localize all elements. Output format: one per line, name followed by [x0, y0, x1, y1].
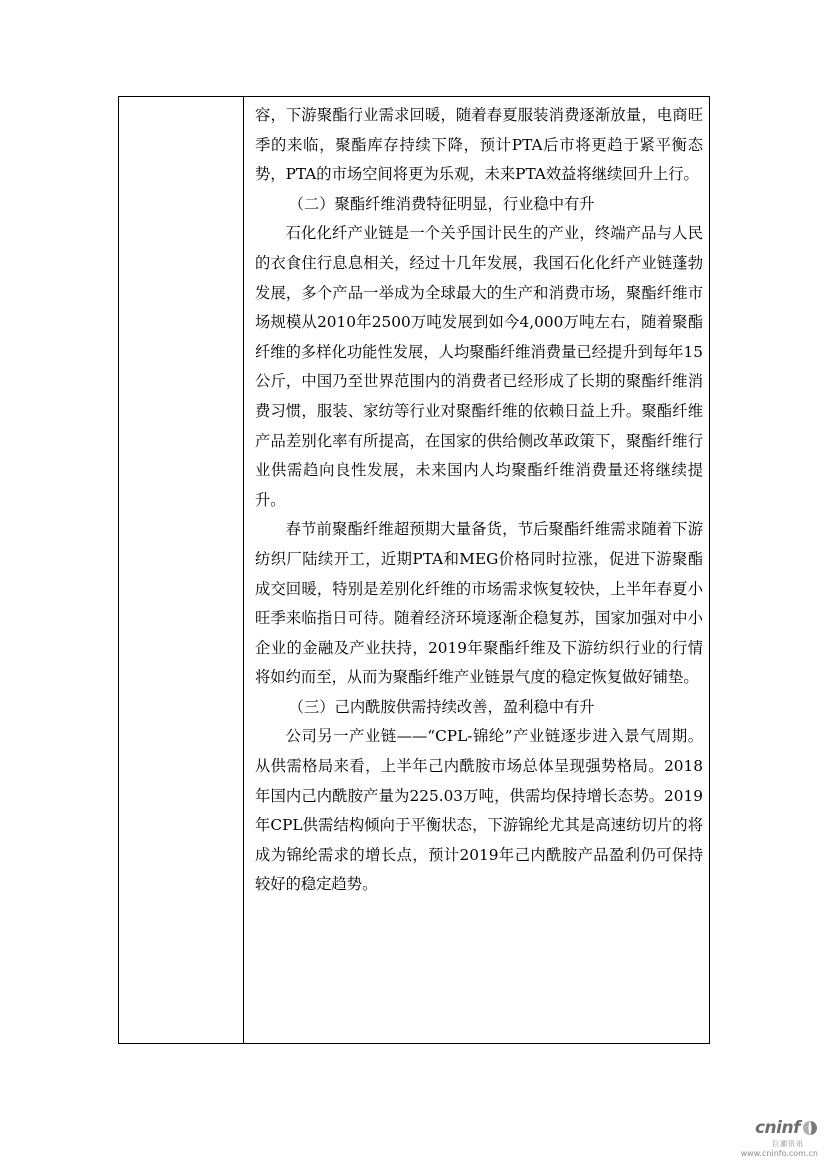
paragraph-polyester-market: 春节前聚酯纤维超预期大量备货，节后聚酯纤维需求随着下游纺织厂陆续开工，近期PTA和MEG价格同时拉涨，促进下游聚酯成交回暖，特别是差别化纤维的市场需求恢复较快，上半年春夏小旺季来临指日可待。随着经济环境逐渐企稳复苏，国家加强对中小企业的金融及产业扶持，2019年聚酯纤维及下游纺织行业的行情将如约而至，从而为聚酯纤维产业链景气度的稳定恢复做好铺垫。: [255, 520, 703, 687]
cninfo-logo-icon: [802, 1120, 818, 1136]
section-heading-2: （二）聚酯纤维消费特征明显，行业稳中有升: [288, 194, 595, 213]
column-divider: [243, 97, 244, 1043]
section-heading-3: （三）己内酰胺供需持续改善，盈利稳中有升: [288, 697, 595, 716]
paragraph-polyester-industry: 石化化纤产业链是一个关乎国计民生的产业，终端产品与人民的衣食住行息息相关，经过十几年发展，我国石化化纤产业链蓬勃发展，多个产品一举成为全球最大的生产和消费市场，聚酯纤维市场规模从2010年2500万吨发展到如今4,000万吨左右，随着聚酯纤维的多样化功能性发展，人均聚酯纤维消费量已经提升到每年15公斤，中国乃至世界范围内的消费者已经形成了长期的聚酯纤维消费习惯，服装、家纺等行业对聚酯纤维的依赖日益上升。聚酯纤维产品差别化率有所提高，在国家的供给侧改革政策下，聚酯纤维行业供需趋向良性发展，未来国内人均聚酯纤维消费量还将继续提升。: [255, 224, 703, 509]
paragraph-continuation: 容，下游聚酯行业需求回暖，随着春夏服装消费逐渐放量，电商旺季的来临，聚酯库存持续下降，预计PTA后市将更趋于紧平衡态势，PTA的市场空间将更为乐观，未来PTA效益将继续回升上行。: [255, 106, 703, 184]
table-cell-content: [255, 101, 703, 900]
cninfo-url: www.cninfo.com.cn: [740, 1149, 818, 1158]
cninfo-chinese-name: 巨潮资讯: [772, 1140, 804, 1148]
cninfo-watermark: [740, 1118, 818, 1160]
content-table: [118, 96, 710, 1044]
cninfo-logo-text: cninf: [754, 1118, 800, 1138]
paragraph-caprolactam: 公司另一产业链——“CPL-锦纶”产业链逐步进入景气周期。从供需格局来看，上半年己内酰胺市场总体呈现强势格局。2018年国内己内酰胺产量为225.03万吨，供需均保持增长态势。2019年CPL供需结构倾向于平衡状态，下游锦纶尤其是高速纺切片的将成为锦纶需求的增长点，预计2019年己内酰胺产品盈利仍可保持较好的稳定趋势。: [255, 727, 703, 894]
